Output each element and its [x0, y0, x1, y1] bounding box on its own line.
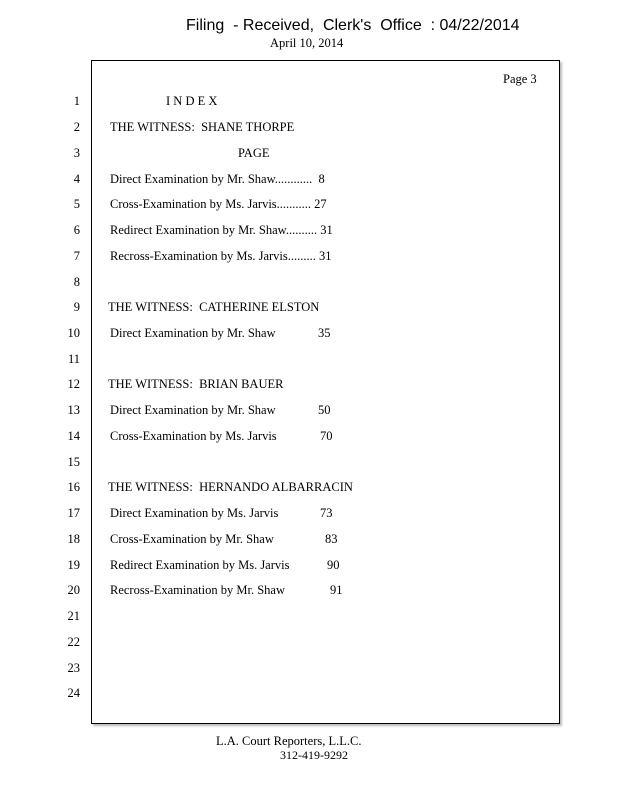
line-number: 8 [73, 275, 80, 289]
line-number: 9 [73, 300, 80, 314]
examination-page: 35 [318, 326, 331, 340]
witness-heading: THE WITNESS: HERNANDO ALBARRACIN [108, 480, 353, 494]
line-number: 10 [67, 326, 80, 340]
page-column-heading: PAGE [238, 146, 270, 160]
line-number: 21 [67, 609, 80, 623]
page-number: Page 3 [503, 72, 537, 86]
examination-page: 83 [325, 532, 338, 546]
line-number: 12 [67, 377, 80, 391]
examination-page: 90 [327, 558, 340, 572]
examination-entry: Recross-Examination by Mr. Shaw [110, 583, 285, 597]
line-number: 4 [73, 172, 80, 186]
line-number: 20 [67, 583, 80, 597]
examination-entry: Redirect Examination by Mr. Shaw.......... 31 [110, 223, 333, 237]
line-number: 16 [67, 480, 80, 494]
examination-page: 91 [330, 583, 343, 597]
witness-heading: THE WITNESS: CATHERINE ELSTON [108, 300, 320, 314]
examination-entry: Direct Examination by Mr. Shaw [110, 326, 276, 340]
examination-entry: Cross-Examination by Mr. Shaw [110, 532, 274, 546]
line-number: 2 [73, 120, 80, 134]
examination-entry: Redirect Examination by Ms. Jarvis [110, 558, 290, 572]
line-number: 7 [73, 249, 80, 263]
examination-page: 70 [320, 429, 333, 443]
examination-entry: Cross-Examination by Ms. Jarvis........... 27 [110, 197, 327, 211]
reporter-phone: 312-419-9292 [280, 748, 348, 762]
line-number: 6 [73, 223, 80, 237]
line-number: 17 [67, 506, 80, 520]
reporter-company: L.A. Court Reporters, L.L.C. [216, 734, 362, 748]
line-number: 5 [73, 197, 80, 211]
line-number: 23 [67, 661, 80, 675]
examination-page: 73 [320, 506, 333, 520]
line-number: 22 [67, 635, 80, 649]
line-number: 3 [73, 146, 80, 160]
examination-page: 50 [318, 403, 331, 417]
examination-entry: Direct Examination by Ms. Jarvis [110, 506, 279, 520]
examination-entry: Recross-Examination by Ms. Jarvis......... 31 [110, 249, 332, 263]
examination-entry: Direct Examination by Mr. Shaw [110, 403, 276, 417]
line-number: 15 [67, 455, 80, 469]
line-number: 14 [67, 429, 80, 443]
line-number: 19 [67, 558, 80, 572]
line-number: 11 [67, 352, 80, 366]
line-number: 24 [67, 686, 80, 700]
witness-heading: THE WITNESS: SHANE THORPE [110, 120, 295, 134]
witness-heading: THE WITNESS: BRIAN BAUER [108, 377, 284, 391]
examination-entry: Cross-Examination by Ms. Jarvis [110, 429, 277, 443]
index-heading: I N D E X [166, 94, 218, 108]
examination-entry: Direct Examination by Mr. Shaw............ 8 [110, 172, 325, 186]
transcript-page [91, 60, 560, 724]
line-number: 1 [73, 94, 80, 108]
line-number: 18 [67, 532, 80, 546]
filing-stamp: Filing - Received, Clerk's Office : 04/22/2014 [186, 17, 520, 34]
line-number: 13 [67, 403, 80, 417]
transcript-date: April 10, 2014 [270, 36, 344, 50]
